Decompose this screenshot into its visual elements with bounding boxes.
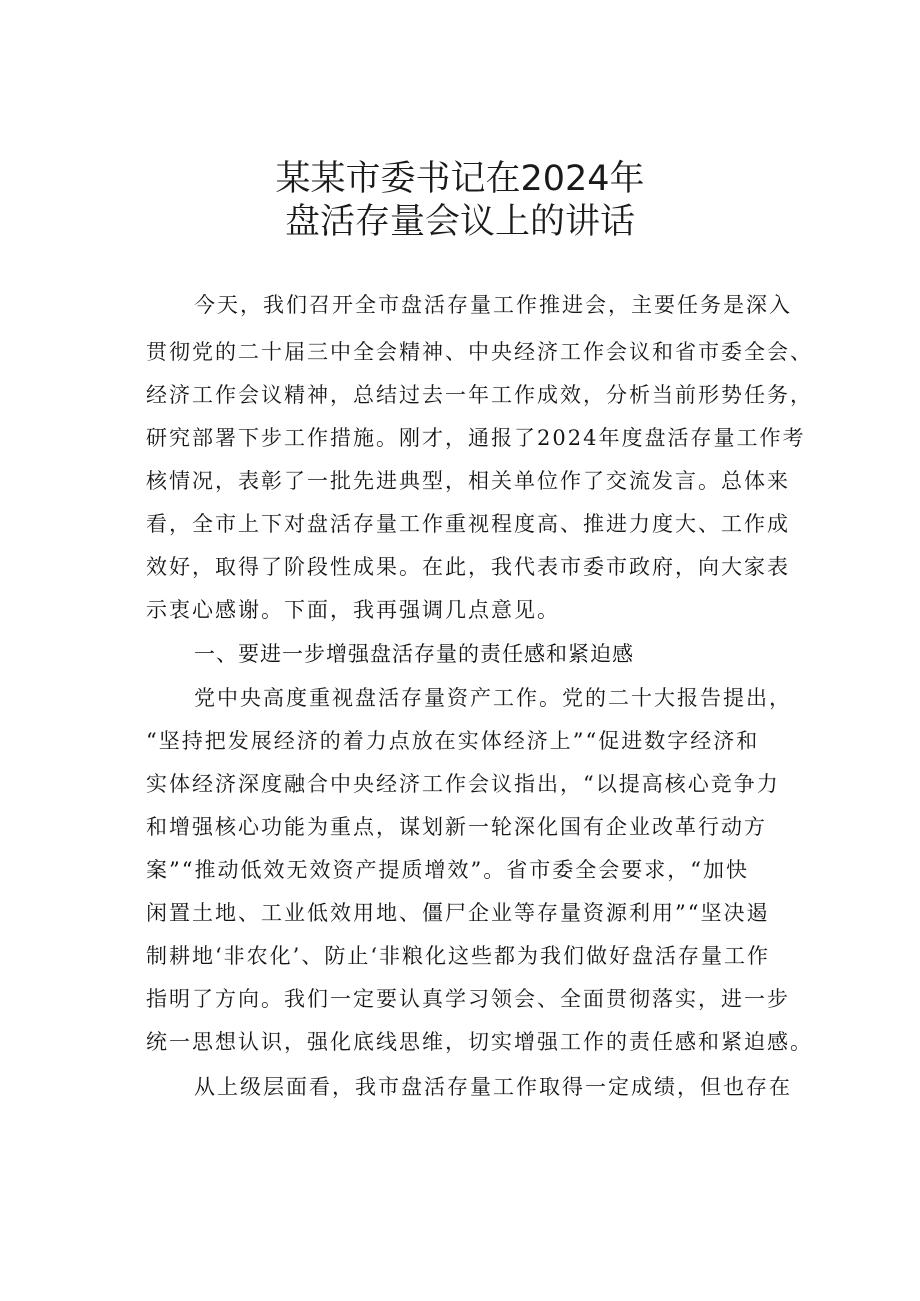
paragraph-1-line-5: 核情况，表彰了一批先进典型，相关单位作了交流发言。总体来 bbox=[146, 469, 790, 493]
paragraph-1-line-7: 效好，取得了阶段性成果。在此，我代表市委市政府，向大家表 bbox=[146, 555, 790, 579]
paragraph-1-line-3: 经济工作会议精神，总结过去一年工作成效，分析当前形势任务， bbox=[146, 383, 813, 407]
section-heading-1: 一、要进一步增强盘活存量的责任感和紧迫感 bbox=[194, 642, 634, 666]
document-title-line-2: 盘活存量会议上的讲话 bbox=[284, 202, 635, 242]
paragraph-2-line-7: 制耕地‘非农化’、防止‘非粮化这些都为我们做好盘活存量工作 bbox=[146, 944, 771, 968]
paragraph-2-line-3: 实体经济深度融合中央经济工作会议指出，“以提高核心竞争力 bbox=[146, 772, 780, 796]
paragraph-2-line-9: 统一思想认识，强化底线思维，切实增强工作的责任感和紧迫感。 bbox=[146, 1030, 813, 1054]
paragraph-2-line-4: 和增强核心功能为重点，谋划新一轮深化国有企业改革行动方 bbox=[146, 815, 767, 839]
paragraph-2-line-5: 案”“推动低效无效资产提质增效”。省市委全会要求，“加快 bbox=[146, 858, 749, 882]
paragraph-2-line-2: “坚持把发展经济的着力点放在实体经济上”“促进数字经济和 bbox=[146, 729, 760, 753]
paragraph-3-line-1: 从上级层面看，我市盘活存量工作取得一定成绩，但也存在 bbox=[194, 1075, 792, 1099]
paragraph-2-line-8: 指明了方向。我们一定要认真学习领会、全面贯彻落实，进一步 bbox=[146, 987, 790, 1011]
paragraph-2-line-6: 闲置土地、工业低效用地、僵尸企业等存量资源利用”“坚决遏 bbox=[146, 901, 770, 925]
document-title-line-1: 某某市委书记在2024年 bbox=[275, 159, 645, 199]
paragraph-2-line-1: 党中央高度重视盘活存量资产工作。党的二十大报告提出， bbox=[194, 686, 792, 710]
paragraph-1-line-4: 研究部署下步工作措施。刚才，通报了2024年度盘活存量工作考 bbox=[146, 426, 806, 450]
paragraph-1-line-6: 看，全市上下对盘活存量工作重视程度高、推进力度大、工作成 bbox=[146, 512, 790, 536]
paragraph-1-line-1: 今天，我们召开全市盘活存量工作推进会，主要任务是深入 bbox=[194, 293, 792, 317]
paragraph-1-line-8: 示衷心感谢。下面，我再强调几点意见。 bbox=[146, 598, 560, 622]
paragraph-1-line-2: 贯彻党的二十届三中全会精神、中央经济工作会议和省市委全会、 bbox=[146, 340, 813, 364]
